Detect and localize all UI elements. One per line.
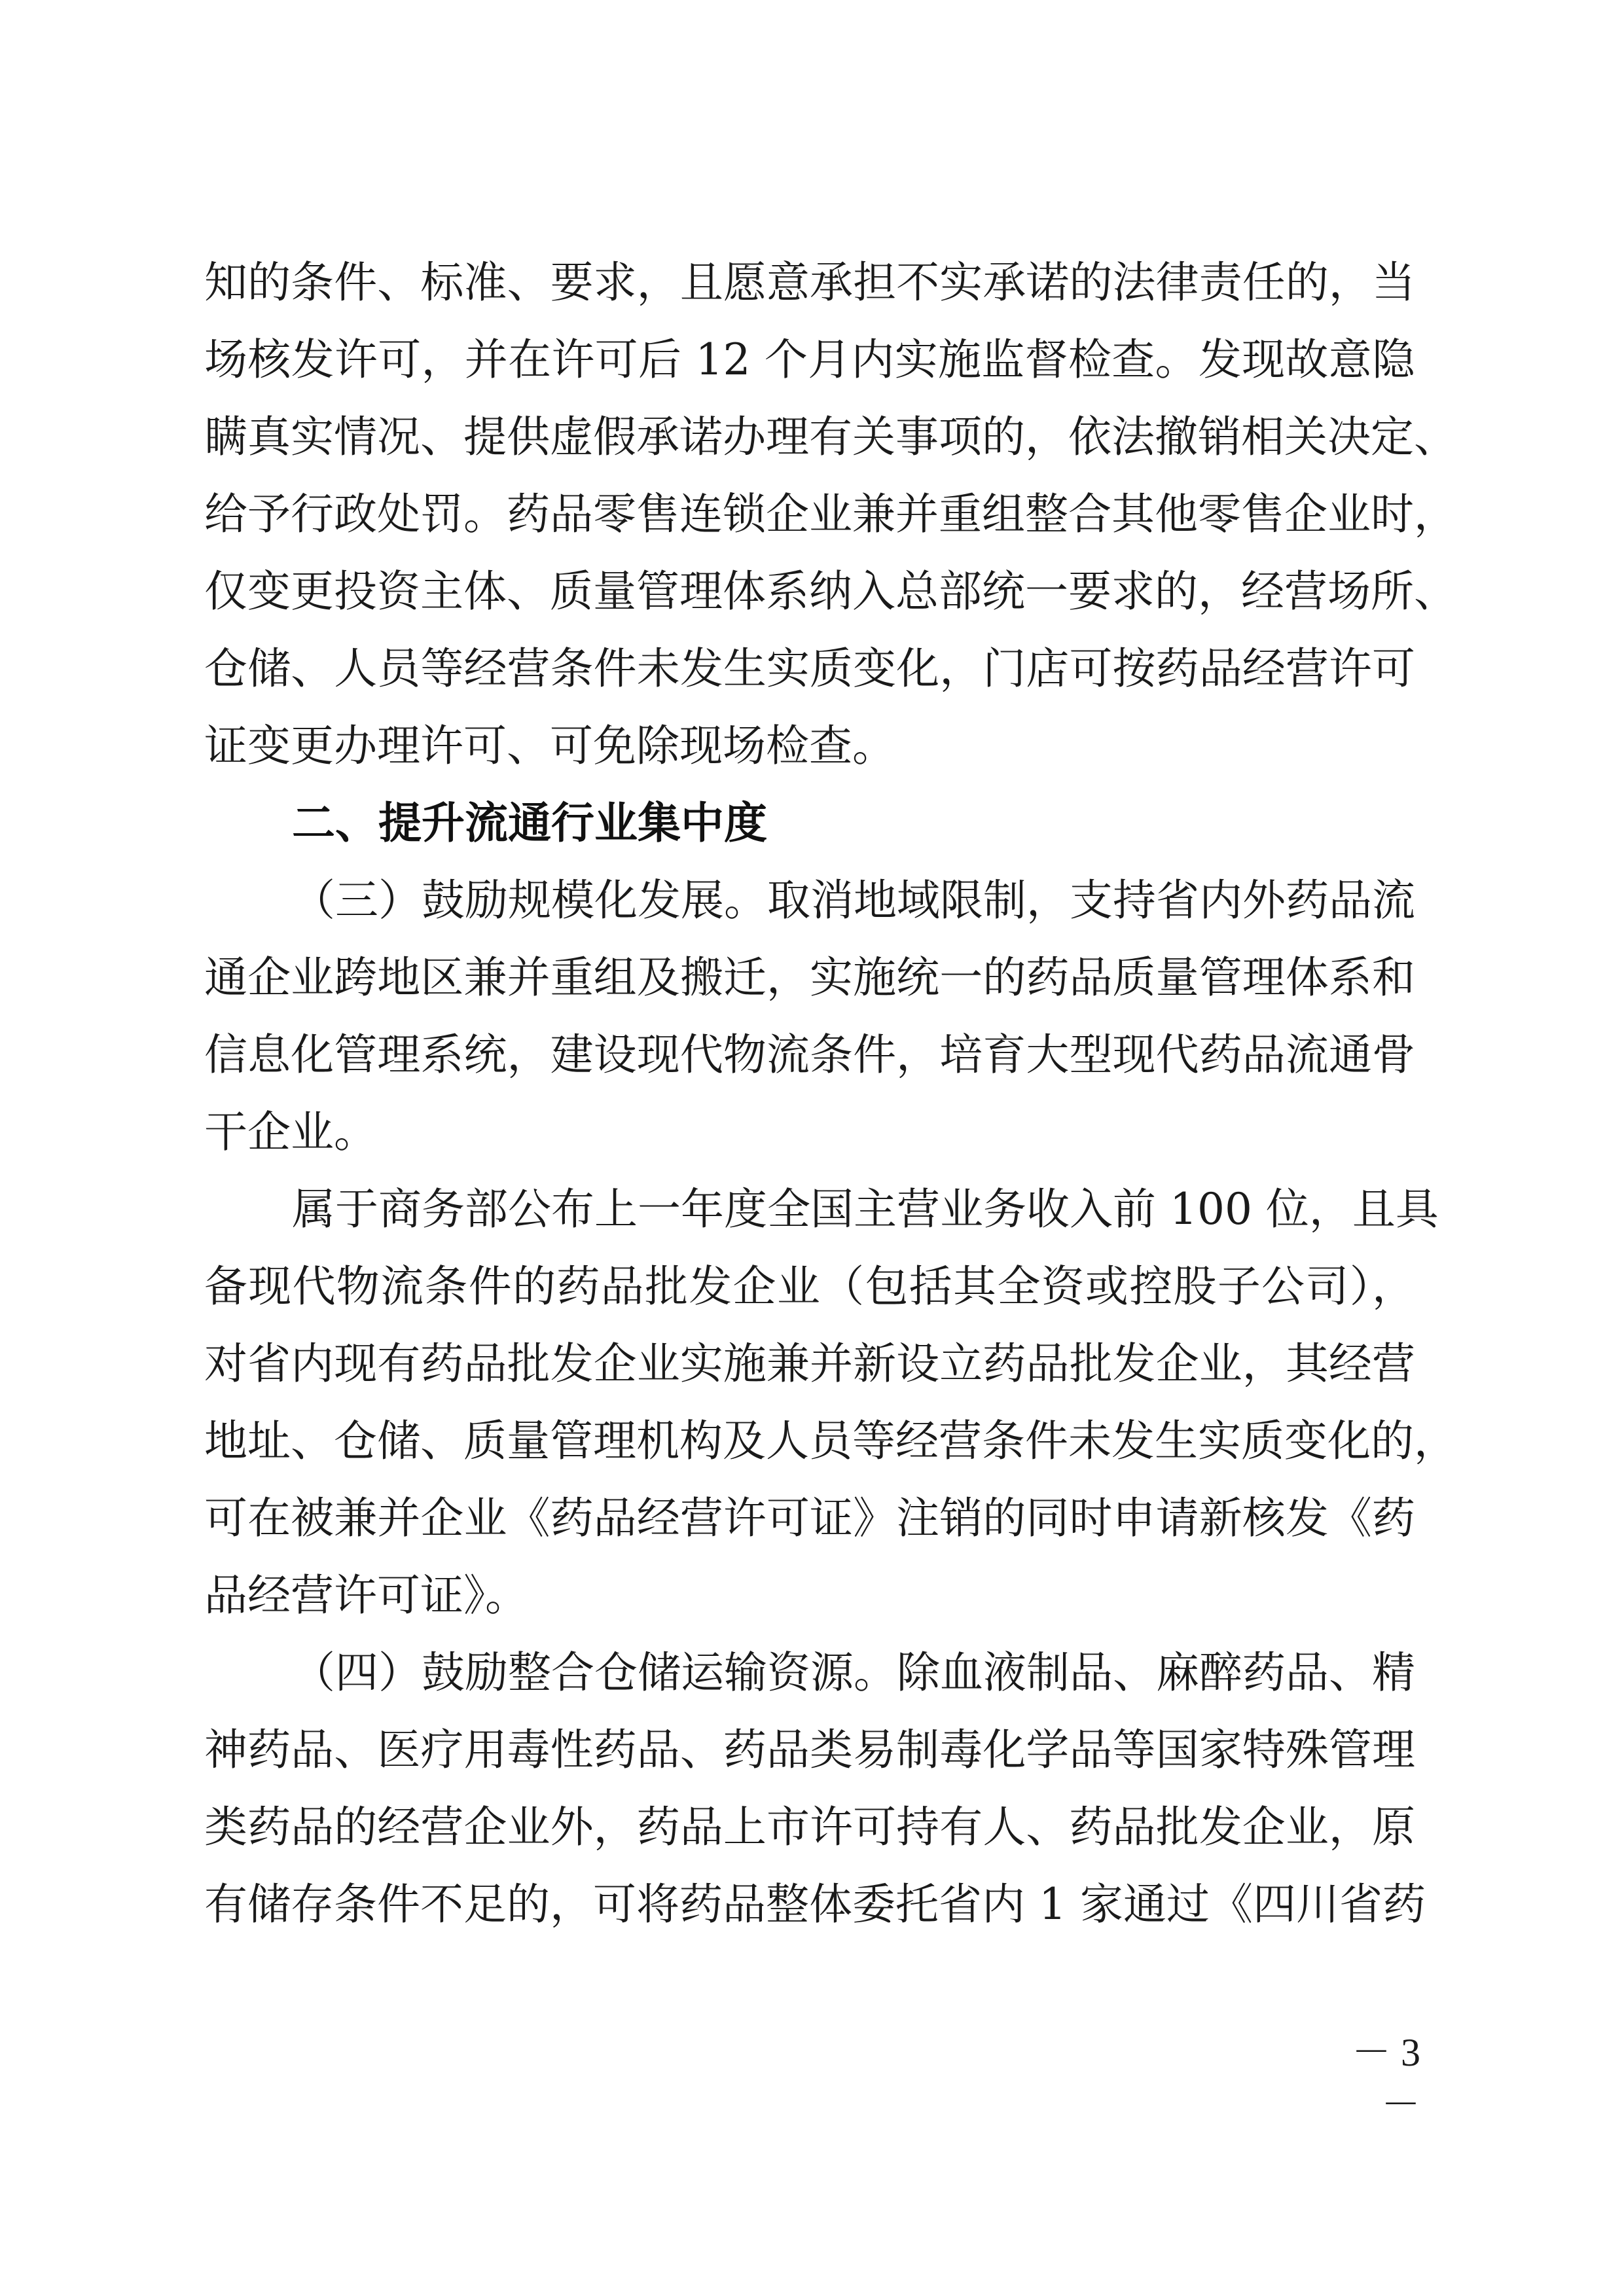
body-text-line: 瞒真实情况、提供虚假承诺办理有关事项的，依法撤销相关决定、 bbox=[204, 412, 1457, 462]
body-text-line: 神药品、医疗用毒性药品、药品类易制毒化学品等国家特殊管理 bbox=[204, 1725, 1415, 1775]
body-text-line: 证变更办理许可、可免除现场检查。 bbox=[204, 721, 895, 771]
page-number: － 3 － bbox=[1352, 2031, 1420, 2126]
body-text-line: 品经营许可证》。 bbox=[204, 1570, 528, 1621]
paragraph-first-line: （四）鼓励整合仓储运输资源。除血液制品、麻醉药品、精 bbox=[292, 1647, 1415, 1698]
body-text-line: 可在被兼并企业《药品经营许可证》注销的同时申请新核发《药 bbox=[204, 1493, 1415, 1543]
paragraph-first-line: 属于商务部公布上一年度全国主营业务收入前 100 位，且具 bbox=[292, 1184, 1439, 1234]
paragraph-first-line: （三）鼓励规模化发展。取消地域限制，支持省内外药品流 bbox=[292, 875, 1415, 925]
body-text-line: 备现代物流条件的药品批发企业（包括其全资或控股子公司）， bbox=[204, 1261, 1415, 1312]
body-text-line: 对省内现有药品批发企业实施兼并新设立药品批发企业，其经营 bbox=[204, 1338, 1415, 1389]
body-text-line: 地址、仓储、质量管理机构及人员等经营条件未发生实质变化的， bbox=[204, 1416, 1457, 1466]
section-heading: 二、提升流通行业集中度 bbox=[292, 798, 767, 848]
body-text-line: 通企业跨地区兼并重组及搬迁，实施统一的药品质量管理体系和 bbox=[204, 952, 1415, 1003]
body-text-line: 类药品的经营企业外，药品上市许可持有人、药品批发企业，原 bbox=[204, 1802, 1415, 1852]
body-text-line: 场核发许可，并在许可后 12 个月内实施监督检查。发现故意隐 bbox=[204, 334, 1415, 385]
body-text-line: 给予行政处罚。药品零售连锁企业兼并重组整合其他零售企业时， bbox=[204, 489, 1457, 539]
body-text-line: 仅变更投资主体、质量管理体系纳入总部统一要求的，经营场所、 bbox=[204, 566, 1457, 617]
body-text-line: 干企业。 bbox=[204, 1107, 377, 1157]
body-text-line: 仓储、人员等经营条件未发生实质变化，门店可按药品经营许可 bbox=[204, 643, 1415, 694]
body-text-line: 信息化管理系统，建设现代物流条件，培育大型现代药品流通骨 bbox=[204, 1030, 1415, 1080]
body-text-line: 知的条件、标准、要求，且愿意承担不实承诺的法律责任的，当 bbox=[204, 257, 1415, 308]
body-text-line: 有储存条件不足的，可将药品整体委托省内 1 家通过《四川省药 bbox=[204, 1879, 1426, 1929]
